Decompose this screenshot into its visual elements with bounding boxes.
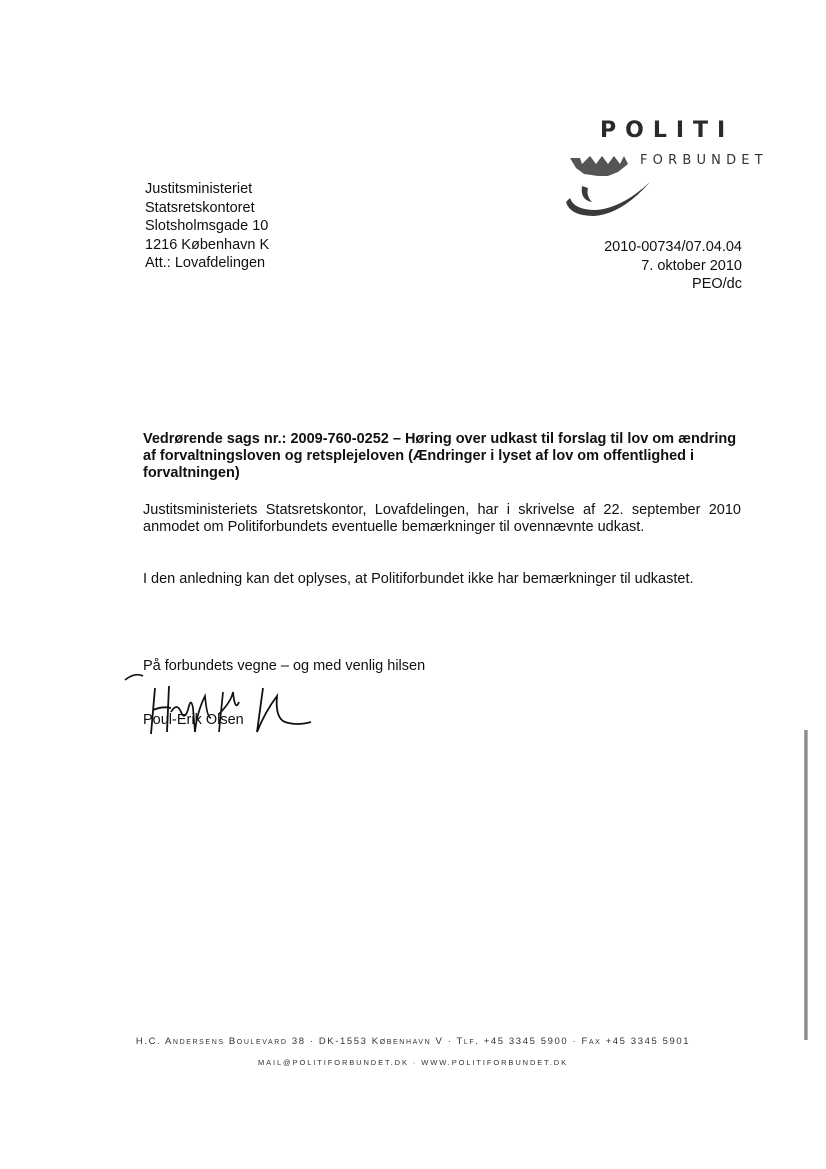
handwritten-signature <box>115 662 325 742</box>
case-reference: 2010-00734/07.04.04 <box>604 239 742 255</box>
recipient-line: Att.: Lovafdelingen <box>145 255 266 271</box>
recipient-address <box>145 180 269 273</box>
body-paragraph: I den anledning kan det oplyses, at Politiforbundet ikke har bemærkninger til udkastet. <box>143 571 694 587</box>
body-paragraph: Justitsministeriets Statsretskontor, Lovafdelingen, har i skrivelse af 22. september 2010 anmodet om Politiforbundets eventuelle bemærkninger til ovennævnte udkast. <box>143 502 741 535</box>
recipient-line: Justitsministeriet <box>145 181 253 197</box>
author-initials: PEO/dc <box>692 276 742 292</box>
scan-edge-mark <box>804 730 808 1040</box>
reference-block <box>604 238 742 294</box>
footer-contact: MAIL@POLITIFORBUNDET.DK · WWW.POLITIFORBUNDET.DK <box>257 1058 569 1067</box>
closing-line: På forbundets vegne – og med venlig hilsen <box>143 658 426 674</box>
recipient-line: 1216 København K <box>145 236 270 253</box>
recipient-line: Slotsholmsgade 10 <box>145 218 269 234</box>
letter-date: 7. oktober 2010 <box>641 257 742 274</box>
footer-address: H.C. Andersens Boulevard 38 · DK-1553 København V · Tlf. +45 3345 5900 · Fax +45 3345 5901 <box>135 1036 691 1047</box>
eye-crown-emblem-icon <box>562 150 662 222</box>
recipient-line: Statsretskontoret <box>145 199 255 216</box>
logo-wordmark-politi: POLITI <box>600 118 735 143</box>
logo-wordmark-forbundet: FORBUNDET <box>640 153 768 168</box>
letter-subject: Vedrørende sags nr.: 2009-760-0252 – Høring over udkast til forslag til lov om ændring af forvaltningsloven og retsplejeloven (Ændringer i lyset af lov om offentlighed i forvaltningen) <box>143 431 737 481</box>
signer-name: Poul-Erik Olsen <box>143 712 244 728</box>
